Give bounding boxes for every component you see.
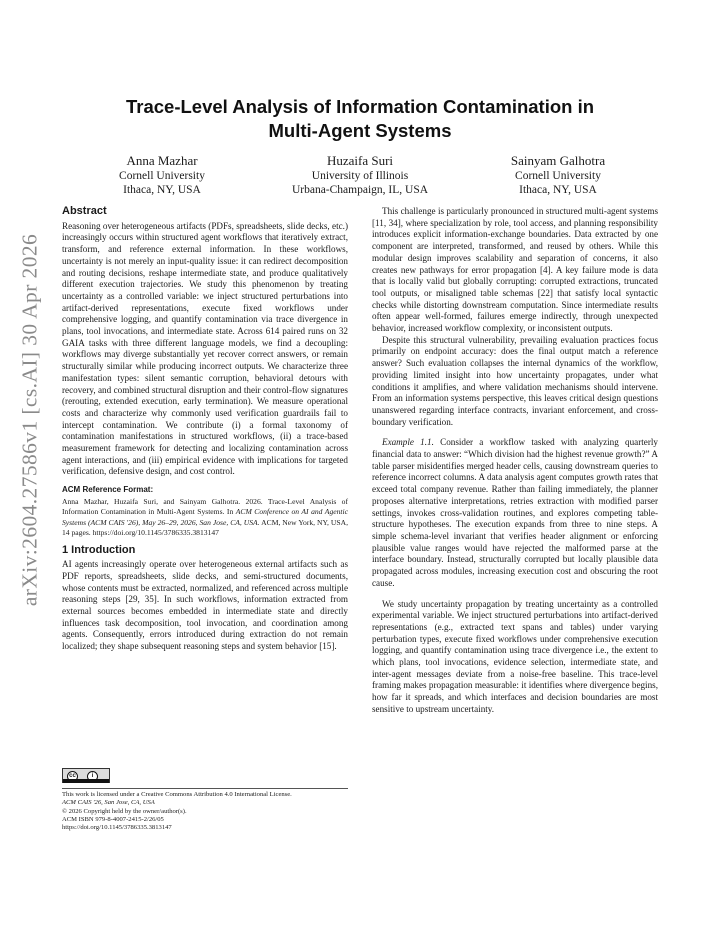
acm-reference-heading: ACM Reference Format:: [62, 485, 154, 495]
author-name: Anna Mazhar: [126, 153, 198, 168]
creative-commons-badge: [62, 768, 110, 783]
example-1-1: [372, 437, 658, 589]
author-name: Huzaifa Suri: [326, 153, 394, 168]
license-text: This work is licensed under a Creative Commons Attribution 4.0 International License.: [62, 791, 292, 798]
author-1: [62, 153, 262, 197]
author-3: [458, 153, 658, 197]
attribution-icon: i: [87, 771, 98, 782]
left-column: [62, 206, 348, 653]
copyright-footer: [62, 791, 348, 832]
right-paragraph-3: We study uncertainty propagation by treating uncertainty as a controlled experimental variable. We inject structured perturbations into artifact-derived representations (e.g., extracted text spans and tables) under varying perturbation types, execute fixed workflows under comprehensive execution logging, and quantify contamination using trace divergence i.e., the extent to which plans, tool invocations, evidence selection, intermediate state, and inter-agent messages deviate from a noise-free baseline. This trace-level framing makes propagation measurable: it identifies where divergence begins, how far it spreads, and which interfaces and decision boundaries are most sensitive to upstream uncertainty.: [372, 598, 658, 714]
cc-icon: cc: [67, 771, 78, 782]
introduction-paragraph: AI agents increasingly operate over heterogeneous external artifacts such as PDF reports, spreadsheets, slide decks, and semi-structured documents, whose contents must be extracted, normalized, and referenced across multiple reasoning steps [29, 35]. In such workflows, information extracted from external sources becomes embedded in intermediate state and directly influences task decomposition, tool invocation, and coordination among agents. Consequently, errors introduced during extraction do not remain localized; they shape subsequent reasoning steps and system behavior [15].: [62, 559, 348, 652]
footer-isbn: ACM ISBN 979-8-4007-2415-2/26/05: [62, 815, 164, 823]
author-affiliation: University of Illinois: [311, 170, 409, 182]
right-paragraph-2: Despite this structural vulnerability, prevailing evaluation practices focus primarily on endpoint accuracy: does the final output match a reference answer? Such evaluation collapses the internal dynamics of the workflow, providing limited insight into how uncertainty propagates, under what conditions it amplifies, and where validation mechanisms should intervene. From an information systems perspective, this leaves critical design questions unanswered regarding interface contracts, invariant enforcement, and cross-boundary verification.: [372, 334, 658, 427]
abstract-text: Reasoning over heterogeneous artifacts (PDFs, spreadsheets, slide decks, etc.) increasingly occurs within structured agent workflows that iteratively extract, transform, and reference external information. In these workflows, uncertainty is not merely an input-quality issue: it can redirect decomposition and routing decisions, reshape intermediate state, and produce qualitatively different execution trajectories. We study this phenomenon by treating uncertainty as a controlled variable: we inject structured perturbations into artifact-derived representations, execute fixed workflows under comprehensive logging, and quantify contamination via trace divergence in plans, tool invocations, and intermediate state. Across 614 paired runs on 32 GAIA tasks with three different language models, we find a decoupling: workflows may diverge substantially yet recover correct answers, or remain structurally similar while producing incorrect outputs. We characterize three manifestation types: silent semantic corruption, behavioral detours with recovery, and combined structural disruption and their control-flow signatures (rerouting, extended execution, early termination). We measure operational costs and characterize why commonly used verification guardrails fail to intercept contamination. We contribute (i) a formal taxonomy of contamination manifestations in structured workflows, (ii) a trace-based measurement framework for detecting and localizing contamination across agent interactions, and (iii) empirical evidence with implications for targeted verification, defensive design, and cost control.: [62, 220, 348, 477]
footnote-divider: [62, 788, 348, 789]
acm-reference-text: [62, 497, 348, 539]
author-affiliation: Cornell University: [515, 170, 601, 182]
arxiv-identifier: arXiv:2604.27586v1 [cs.AI] 30 Apr 2026: [17, 233, 42, 607]
paper-title-line2: Multi-Agent Systems: [268, 120, 452, 141]
right-column: [372, 206, 658, 716]
example-label: Example 1.1.: [382, 437, 434, 448]
footer-conference: ACM CAIS '26, San Jose, CA, USA: [62, 799, 155, 807]
footer-doi: https://doi.org/10.1145/3786335.3813147: [62, 824, 172, 832]
abstract-heading: Abstract: [62, 205, 107, 217]
example-text: Consider a workflow tasked with analyzing quarterly financial data to answer: “Which division had the highest revenue growth?” A table parser misidentifies merged header cells, causing downstream queries to reference incorrect columns. A data analysis agent computes growth rates that exceed total company revenue. Rather than failing immediately, the planner proposes alternative interpretations, retries extraction with modified parser settings, invokes cross-validation routines, and explores competing table-structure hypotheses. The execution expands from three to nine steps. A simple schema-level invariant that verifies header alignment or enforcing plausible value ranges would have rejected the malformed parse at the interface boundary. Instead, structurally corrupted but locally plausible data propagated across modules, increasing execution cost and obscuring the root cause.: [372, 437, 658, 588]
acm-reference-part2: ACM, New York, NY, USA, 14 pages. https://doi.org/10.1145/3786335.3813147: [62, 517, 348, 538]
arxiv-identifier-sidebar: [12, 175, 48, 665]
acm-reference-part1: Anna Mazhar, Huzaifa Suri, and Sainyam Galhotra. 2026. Trace-Level Analysis of Information Contamination in Multi-Agent Systems. In: [62, 496, 348, 517]
author-affiliation: Cornell University: [119, 170, 205, 182]
footer-copyright: © 2026 Copyright held by the owner/author(s).: [62, 807, 187, 815]
paper-title: [60, 95, 660, 143]
author-2: [260, 153, 460, 197]
acm-reference-venue: ACM Conference on AI and Agentic Systems (ACM CAIS '26), May 26–29, 2026, San Jose, CA, USA.: [62, 507, 349, 527]
introduction-heading: 1 Introduction: [62, 543, 136, 556]
right-paragraph-1: This challenge is particularly pronounced in structured multi-agent systems [11, 34], where specialization by role, tool access, and planning responsibility introduces explicit information-exchange boundaries. Data extracted by one component are interpreted, transformed, and reused by others. While this modular design improves scalability and separation of concerns, it also creates new pathways for error propagation [4]. A key failure mode is data that is locally valid but globally corrupting: corrupted extractions, truncated tool outputs, or misaligned table schemas [22] that satisfy local syntactic checks while distorting downstream computation. Since intermediate results often appear well-formed, failures emerge indirectly, through unexpected behavior, increased workflow complexity, or inconsistent outputs.: [372, 206, 658, 334]
author-location: Ithaca, NY, USA: [519, 184, 597, 196]
author-location: Ithaca, NY, USA: [123, 184, 201, 196]
author-location: Urbana-Champaign, IL, USA: [291, 184, 429, 196]
author-name: Sainyam Galhotra: [510, 153, 606, 168]
paper-title-line1: Trace-Level Analysis of Information Contamination in: [125, 96, 595, 117]
